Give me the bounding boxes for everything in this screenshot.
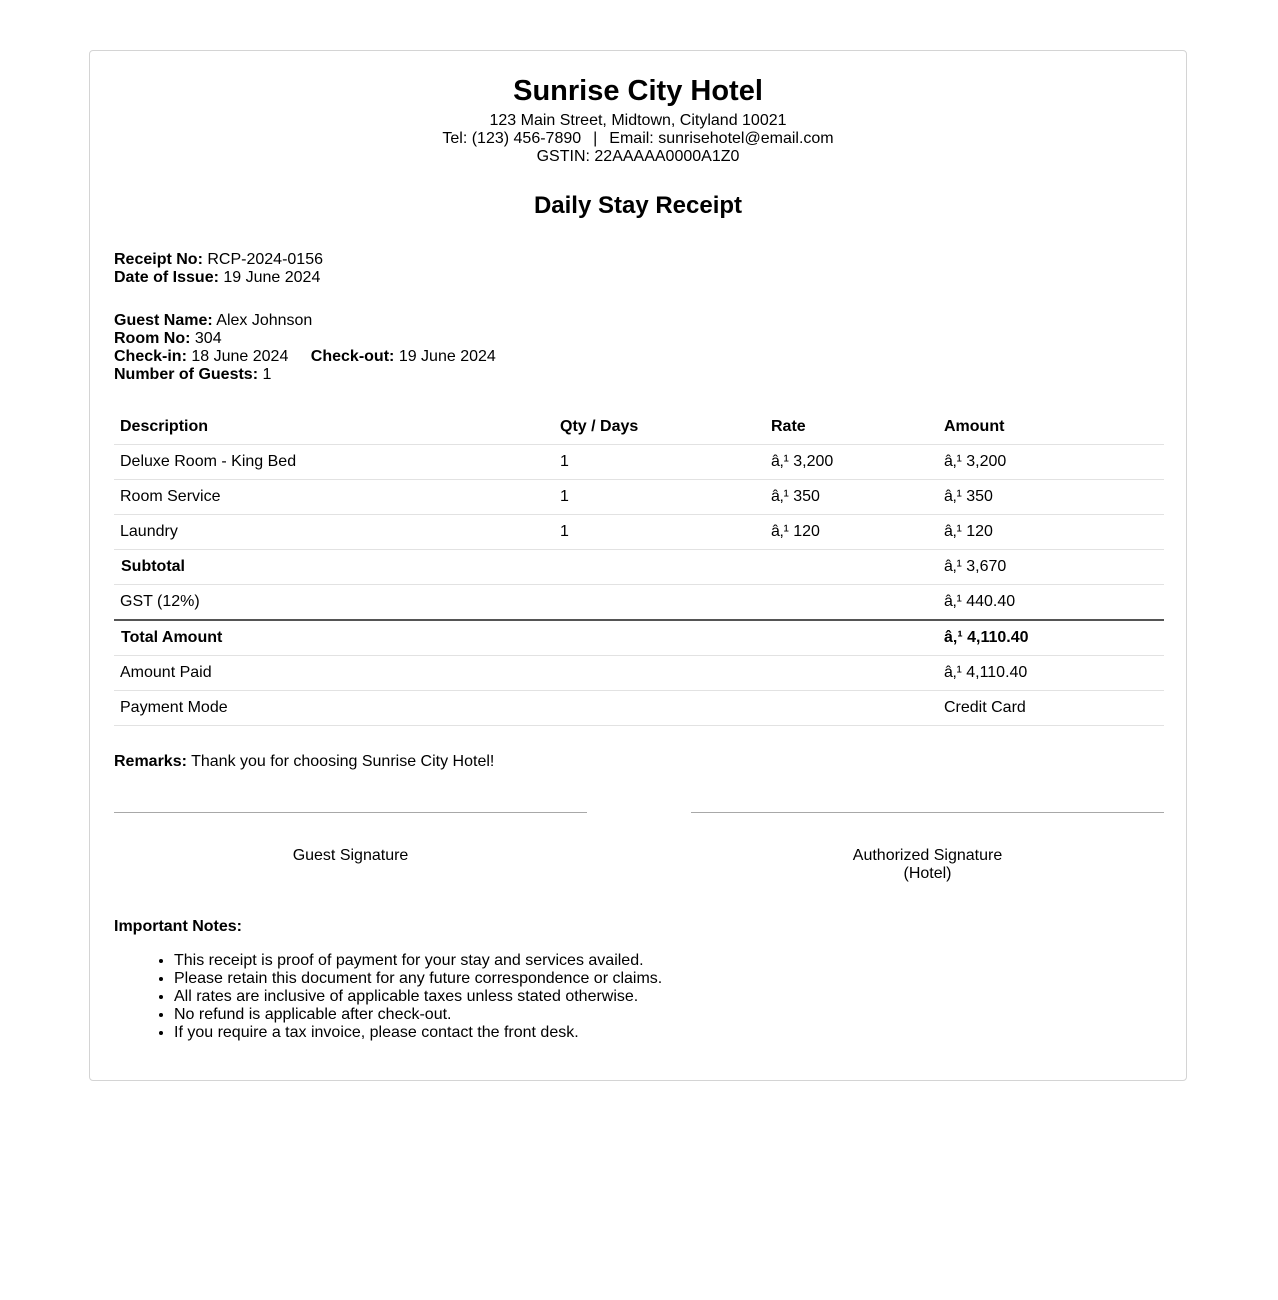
receipt-number-row: [114, 251, 323, 269]
amount-paid-label: Amount Paid: [114, 656, 554, 691]
table-header-row: [114, 409, 1164, 445]
amount-paid-value: â‚¹ 4,110.40: [938, 656, 1164, 691]
receipt-meta: [114, 251, 323, 287]
guest-count-row: [114, 366, 496, 384]
total-row: [114, 620, 1164, 656]
subtotal-label: Subtotal: [114, 550, 554, 585]
hotel-email: Email: sunrisehotel@email.com: [609, 130, 834, 147]
charges-table: [114, 409, 1164, 726]
header-qty: Qty / Days: [554, 409, 765, 445]
authorized-signature-line: [691, 812, 1164, 813]
table-row: [114, 480, 1164, 515]
room-number-value: 304: [194, 330, 222, 347]
list-item: • All rates are inclusive of applicable taxes unless stated otherwise.: [174, 988, 662, 1006]
authorized-signature-label: [691, 847, 1164, 883]
notes-list: [114, 952, 662, 1042]
checkout-value: 19 June 2024: [398, 348, 496, 365]
hotel-address: 123 Main Street, Midtown, Cityland 10021: [489, 112, 787, 129]
gst-label: GST (12%): [114, 585, 554, 621]
gst-value: â‚¹ 440.40: [938, 585, 1164, 621]
list-item: • No refund is applicable after check-out.: [174, 1006, 662, 1024]
contact-separator: |: [593, 130, 598, 147]
payment-mode-row: [114, 691, 1164, 726]
table-row: [114, 515, 1164, 550]
checkout-label: Check-out:: [310, 348, 395, 365]
guest-signature-line: [114, 812, 587, 813]
issue-date-value: 19 June 2024: [223, 269, 321, 286]
list-item: • Please retain this document for any future correspondence or claims.: [174, 970, 662, 988]
hotel-name: Sunrise City Hotel: [513, 75, 763, 107]
row-amount: â‚¹ 3,200: [938, 445, 1164, 480]
authorized-signature-line2: (Hotel): [903, 865, 952, 882]
receipt-container: [89, 50, 1187, 1081]
payment-mode-label: Payment Mode: [114, 691, 554, 726]
receipt-number-label: Receipt No:: [114, 251, 203, 268]
row-description: Laundry: [114, 515, 554, 550]
table-row: [114, 445, 1164, 480]
checkin-value: 18 June 2024: [191, 348, 289, 365]
stay-dates-row: [114, 348, 496, 366]
room-number-row: [114, 330, 496, 348]
guest-name-label: Guest Name:: [114, 312, 213, 329]
row-rate: â‚¹ 3,200: [765, 445, 938, 480]
remarks: [114, 753, 494, 771]
guest-count-label: Number of Guests:: [114, 366, 259, 383]
list-item: • This receipt is proof of payment for your stay and services availed.: [174, 952, 662, 970]
header-description: Description: [114, 409, 554, 445]
row-qty: 1: [554, 445, 765, 480]
amount-paid-row: [114, 656, 1164, 691]
guest-count-value: 1: [262, 366, 272, 383]
header-amount: Amount: [938, 409, 1164, 445]
hotel-phone: Tel: (123) 456-7890: [442, 130, 582, 147]
row-description: Deluxe Room - King Bed: [114, 445, 554, 480]
header-rate: Rate: [765, 409, 938, 445]
payment-mode-value: Credit Card: [938, 691, 1164, 726]
checkin-label: Check-in:: [114, 348, 187, 365]
authorized-signature-line1: Authorized Signature: [852, 847, 1003, 864]
guest-name-value: Alex Johnson: [216, 312, 313, 329]
guest-signature-label: Guest Signature: [292, 847, 409, 864]
issue-date-label: Date of Issue:: [114, 269, 219, 286]
notes-title: Important Notes:: [114, 918, 242, 935]
hotel-gstin: GSTIN: 22AAAAA0000A1Z0: [536, 148, 740, 165]
receipt-number-value: RCP-2024-0156: [207, 251, 323, 268]
subtotal-row: [114, 550, 1164, 585]
guest-meta: [114, 312, 496, 384]
row-amount: â‚¹ 350: [938, 480, 1164, 515]
issue-date-row: [114, 269, 323, 287]
remarks-label: Remarks:: [114, 753, 187, 770]
remarks-text: Thank you for choosing Sunrise City Hotel!: [191, 753, 495, 770]
total-label: Total Amount: [114, 620, 554, 656]
hotel-contact: [90, 112, 1186, 166]
total-value: â‚¹ 4,110.40: [938, 620, 1164, 656]
row-description: Room Service: [114, 480, 554, 515]
document-title: Daily Stay Receipt: [533, 192, 743, 219]
guest-name-row: [114, 312, 496, 330]
list-item: • If you require a tax invoice, please contact the front desk.: [174, 1024, 662, 1042]
hotel-phone-email: [90, 130, 1186, 148]
row-qty: 1: [554, 515, 765, 550]
row-rate: â‚¹ 350: [765, 480, 938, 515]
row-qty: 1: [554, 480, 765, 515]
row-rate: â‚¹ 120: [765, 515, 938, 550]
row-amount: â‚¹ 120: [938, 515, 1164, 550]
subtotal-value: â‚¹ 3,670: [938, 550, 1164, 585]
gst-row: [114, 585, 1164, 621]
room-number-label: Room No:: [114, 330, 191, 347]
